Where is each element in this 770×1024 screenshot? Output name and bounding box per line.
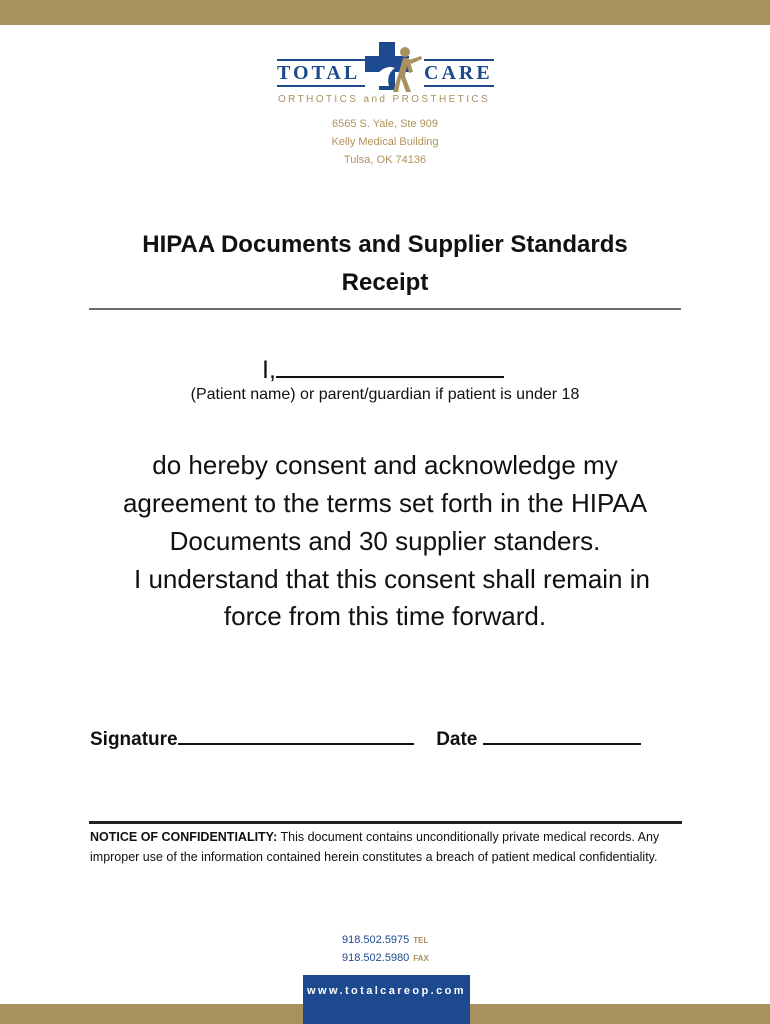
signature-row bbox=[90, 724, 641, 751]
title-divider bbox=[89, 308, 681, 310]
phone-number: 918.502.5975 bbox=[342, 934, 410, 946]
signature-field[interactable] bbox=[178, 724, 414, 745]
logo-rule-bottom bbox=[277, 85, 365, 87]
patient-name-line bbox=[262, 352, 504, 385]
consent-line-1: do hereby consent and acknowledge my bbox=[152, 450, 618, 480]
address-line-3: Tulsa, OK 74136 bbox=[343, 154, 427, 166]
logo-tagline: ORTHOTICS and PROSTHETICS bbox=[278, 94, 491, 105]
consent-line-5: force from this time forward. bbox=[223, 601, 547, 631]
fax-number: 918.502.5980 bbox=[342, 952, 410, 964]
logo-rule-top bbox=[277, 59, 365, 61]
logo-word-total: TOTAL bbox=[277, 62, 361, 84]
fax-line bbox=[342, 952, 429, 964]
top-gold-band bbox=[0, 0, 770, 25]
patient-name-field[interactable] bbox=[276, 352, 504, 378]
fax-label: FAX bbox=[413, 954, 429, 963]
notice-text: This document contains unconditionally private medical records. Any improper use of the information contained herein constitutes a breach of patient medical confidentiality. bbox=[90, 830, 660, 864]
document-title-line-1: HIPAA Documents and Supplier Standards bbox=[142, 231, 628, 258]
notice-divider bbox=[89, 821, 682, 824]
phone-line bbox=[342, 934, 428, 946]
logo-word-care: CARE bbox=[424, 62, 493, 84]
logo-figure-icon bbox=[365, 42, 425, 94]
date-field[interactable] bbox=[483, 724, 641, 745]
total-care-logo bbox=[275, 42, 497, 110]
patient-name-note: (Patient name) or parent/guardian if patient is under 18 bbox=[190, 386, 580, 403]
consent-line-4: I understand that this consent shall remain in bbox=[134, 564, 650, 594]
document-title-line-2: Receipt bbox=[341, 269, 429, 296]
address-line-1: 6565 S. Yale, Ste 909 bbox=[331, 118, 438, 130]
logo-rule-top-right bbox=[424, 59, 494, 61]
signature-label: Signature bbox=[90, 729, 178, 750]
address-line-2: Kelly Medical Building bbox=[331, 136, 439, 148]
date-label: Date bbox=[436, 729, 478, 750]
notice-heading: NOTICE OF CONFIDENTIALITY: bbox=[90, 830, 278, 844]
phone-label: TEL bbox=[413, 936, 429, 945]
consent-line-2: agreement to the terms set forth in the HIPAA bbox=[122, 488, 648, 518]
confidentiality-notice bbox=[90, 828, 690, 867]
website-link[interactable]: www.totalcareop.com bbox=[307, 985, 466, 997]
logo-rule-bottom-right bbox=[424, 85, 494, 87]
name-prefix: I, bbox=[262, 356, 276, 384]
website-bar bbox=[303, 975, 470, 1024]
consent-line-3: Documents and 30 supplier standers. bbox=[169, 526, 601, 556]
